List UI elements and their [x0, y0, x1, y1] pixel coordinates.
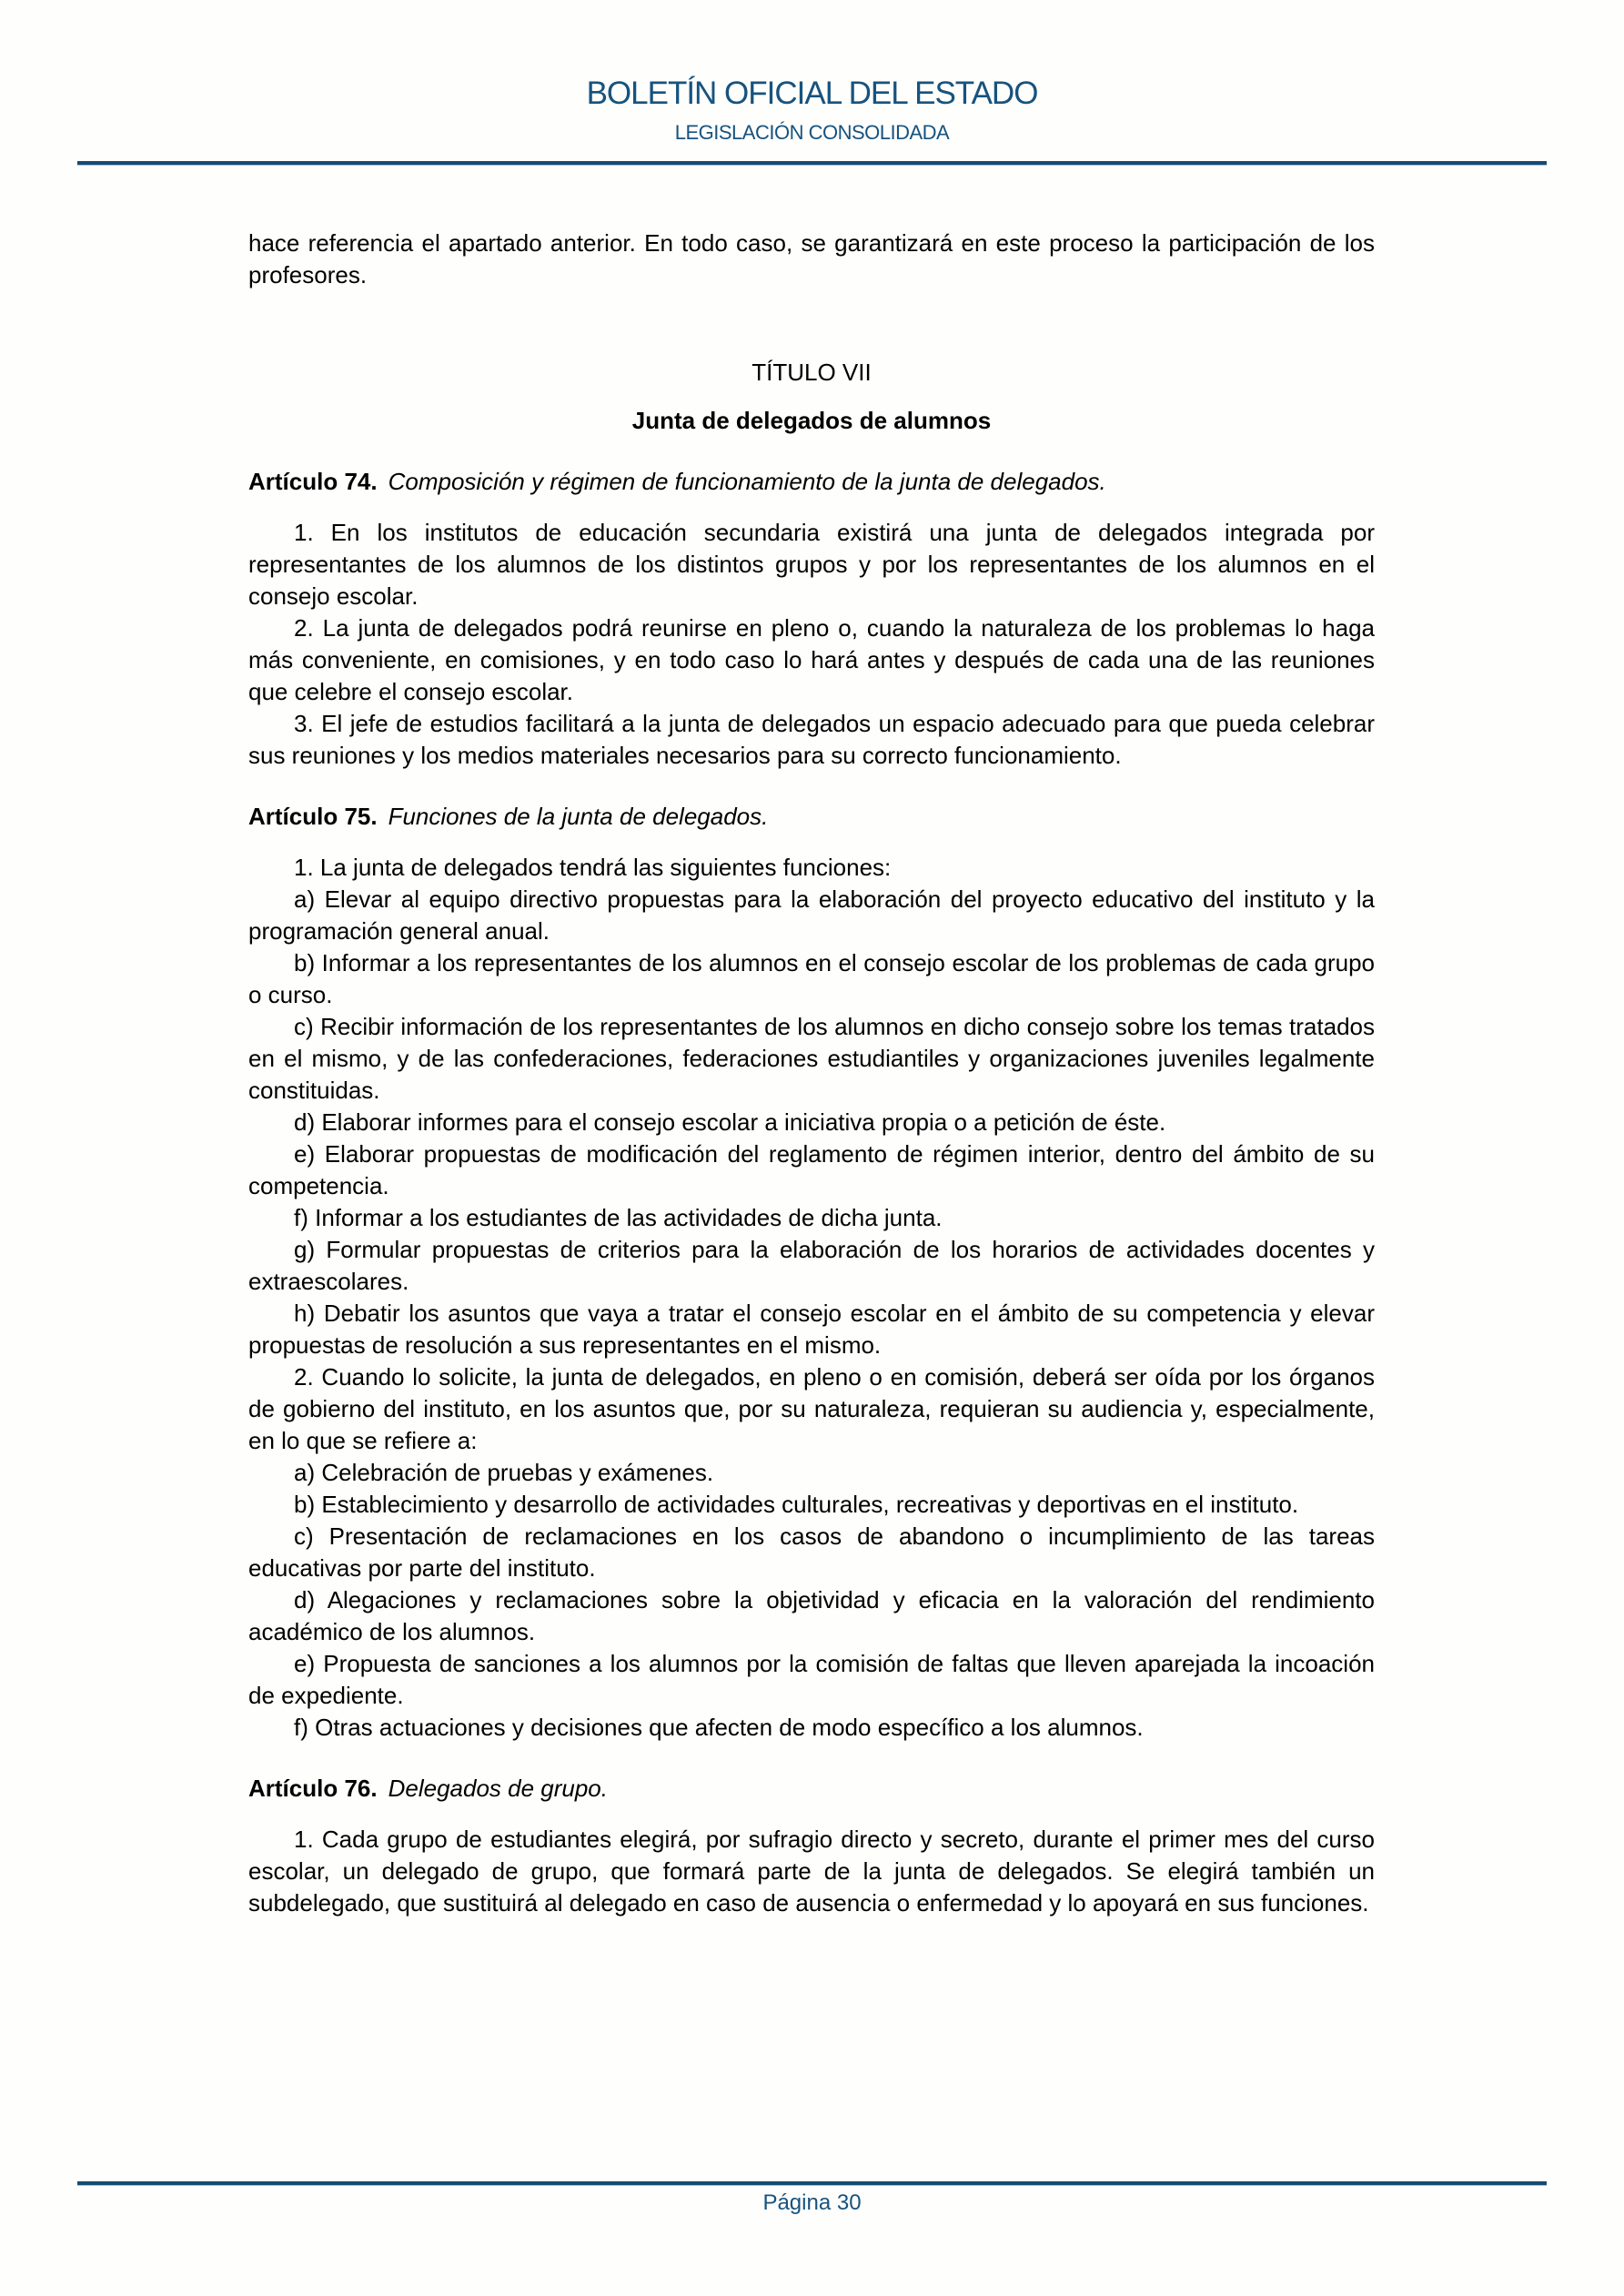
page-number: Página 30 — [762, 2190, 862, 2215]
article-75-2-item-c: c) Presentación de reclamaciones en los casos de abandono o incumplimiento de las tareas educativas por parte del instituto. — [248, 1522, 1375, 1582]
article-75-para-2: 2. Cuando lo solicite, la junta de delegados, en pleno o en comisión, deberá ser oída por los órganos de gobierno del instituto, en los asuntos que, por su naturaleza, requieran su audiencia y, especialmente, en lo que se refiere a: — [248, 1363, 1375, 1454]
article-75-heading — [248, 801, 1375, 833]
article-74-para-3: 3. El jefe de estudios facilitará a la junta de delegados un espacio adecuado para que pueda celebrar sus reuniones y los medios materiales necesarios para su correcto funcionamiento. — [248, 710, 1375, 769]
article-75-2-item-a: a) Celebración de pruebas y exámenes. — [294, 1459, 714, 1486]
article-74-title: Composición y régimen de funcionamiento de la junta de delegados. — [388, 468, 1106, 495]
article-75-label: Artículo 75. — [248, 803, 378, 830]
article-75-item-h: h) Debatir los asuntos que vaya a tratar el consejo escolar en el ámbito de su competencia y elevar propuestas de resolución a sus representantes en el mismo. — [248, 1300, 1375, 1359]
article-75-item-g: g) Formular propuestas de criterios para la elaboración de los horarios de actividades docentes y extraescolares. — [248, 1236, 1375, 1295]
article-75-item-c: c) Recibir información de los representantes de los alumnos en dicho consejo sobre los temas tratados en el mismo, y de las confederaciones, federaciones estudiantiles y organizaciones juveniles legalmente constituidas. — [248, 1013, 1375, 1104]
boe-masthead-subtitle: LEGISLACIÓN CONSOLIDADA — [674, 121, 950, 144]
article-75-2-item-d: d) Alegaciones y reclamaciones sobre la objetividad y eficacia en la valoración del rendimiento académico de los alumnos. — [248, 1586, 1375, 1645]
article-76-para-1: 1. Cada grupo de estudiantes elegirá, por sufragio directo y secreto, durante el primer mes del curso escolar, un delegado de grupo, que formará parte de la junta de delegados. Se elegirá también un subdelegado, que sustituirá al delegado en caso de ausencia o enfermedad y lo apoyará en sus funciones. — [248, 1826, 1375, 1917]
article-74-heading — [248, 466, 1375, 498]
article-75-item-b: b) Informar a los representantes de los alumnos en el consejo escolar de los problemas de cada grupo o curso. — [248, 949, 1375, 1008]
article-75-item-a: a) Elevar al equipo directivo propuestas para la elaboración del proyecto educativo del instituto y la programación general anual. — [248, 885, 1375, 945]
article-75-2-item-f: f) Otras actuaciones y decisiones que afecten de modo específico a los alumnos. — [294, 1714, 1144, 1741]
article-75-2-item-e: e) Propuesta de sanciones a los alumnos por la comisión de faltas que lleven aparejada la incoación de expediente. — [248, 1650, 1375, 1709]
article-74-para-2: 2. La junta de delegados podrá reunirse en pleno o, cuando la naturaleza de los problemas lo haga más conveniente, en comisiones, y en todo caso lo hará antes y después de cada una de las reuniones que celebre el consejo escolar. — [248, 614, 1375, 705]
document-content — [248, 228, 1375, 1919]
boe-masthead-title: BOLETÍN OFICIAL DEL ESTADO — [586, 76, 1038, 111]
article-75-2-item-b: b) Establecimiento y desarrollo de actividades culturales, recreativas y deportivas en el instituto. — [294, 1491, 1299, 1518]
header-rule — [77, 161, 1547, 166]
title-vii-kicker: TÍTULO VII — [751, 359, 872, 386]
article-76-label: Artículo 76. — [248, 1775, 378, 1802]
article-75-item-d: d) Elaborar informes para el consejo escolar a iniciativa propia o a petición de éste. — [294, 1108, 1166, 1136]
article-75-item-e: e) Elaborar propuestas de modificación del reglamento de régimen interior, dentro del ámbito de su competencia. — [248, 1140, 1375, 1199]
intro-paragraph: hace referencia el apartado anterior. En todo caso, se garantizará en este proceso la participación de los profesores. — [248, 229, 1375, 288]
article-76-title: Delegados de grupo. — [388, 1775, 608, 1802]
article-75-para-1: 1. La junta de delegados tendrá las siguientes funciones: — [294, 854, 892, 881]
article-76-heading — [248, 1773, 1375, 1805]
article-74-para-1: 1. En los institutos de educación secundaria existirá una junta de delegados integrada por representantes de los alumnos de los distintos grupos y por los representantes de los alumnos en el consejo escolar. — [248, 519, 1375, 610]
title-vii-heading: Junta de delegados de alumnos — [631, 407, 992, 434]
article-75-item-f: f) Informar a los estudiantes de las actividades de dicha junta. — [294, 1204, 943, 1231]
article-75-title: Funciones de la junta de delegados. — [388, 803, 769, 830]
article-74-label: Artículo 74. — [248, 468, 378, 495]
footer-rule — [77, 2181, 1547, 2186]
